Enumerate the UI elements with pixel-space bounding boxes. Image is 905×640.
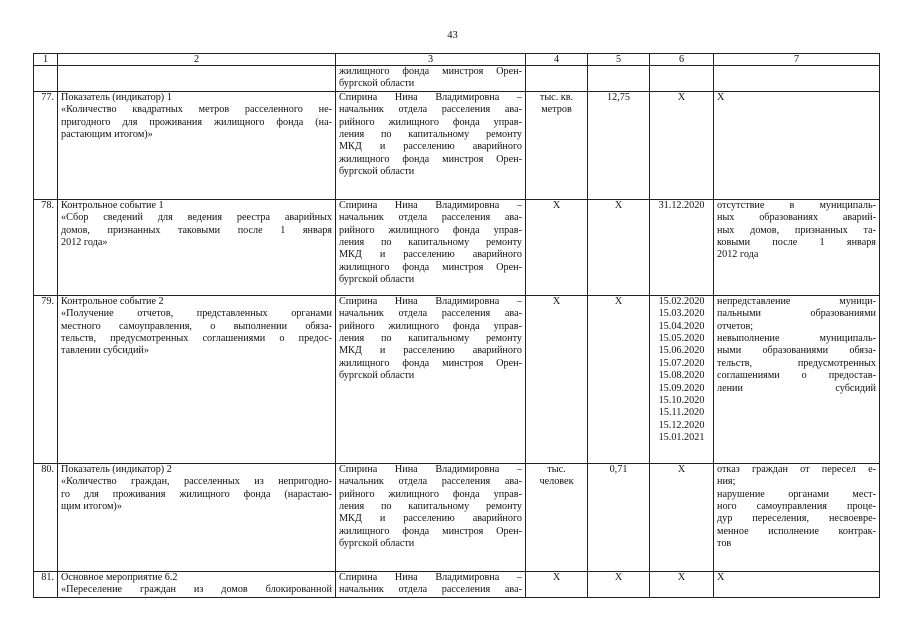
responsible-cell [336,463,526,571]
text-line: нарушение органами мест- [717,488,876,500]
row-number-cell: 81. [34,571,58,597]
date-cell [650,571,714,597]
text-line: Спирина Нина Владимировна – [339,463,522,475]
text-line: непредставление муници- [717,295,876,307]
text-line: Спирина Нина Владимировна – [339,199,522,211]
text-line: начальник отдела расселения ава- [339,308,522,320]
text-line: растающим итогом)» [61,129,153,141]
text-line: Спирина Нина Владимировна – [339,295,522,307]
item-title: Показатель (индикатор) 1 [61,91,172,103]
column-number: 2 [58,54,336,66]
text-line: 15.05.2020 [658,333,705,345]
text-line: X [717,571,725,583]
text-line: 15.01.2021 [658,432,705,444]
text-line: жилищного фонда минстроя Орен- [339,153,522,165]
text-line: ния; [717,476,736,488]
text-line: тов [717,538,732,550]
text-line: бургской области [339,274,415,286]
text-line: 15.03.2020 [658,308,705,320]
text-line: бургской области [339,538,415,550]
date-cell [650,295,714,463]
row-number-cell: 79. [34,295,58,463]
text-line: лении субсидий [717,382,876,394]
value-cell: 0,71 [588,463,650,571]
date-cell [650,66,714,92]
text-line: 2012 года [717,249,759,261]
table-row [34,571,880,597]
table-row [34,295,880,463]
text-line: 15.10.2020 [658,395,705,407]
description-cell [58,295,336,463]
unit-cell [526,463,588,571]
text-line: X [677,571,686,583]
text-line: ления по капитальному ремонту [339,501,522,513]
text-line: ковыми после 1 января [717,237,876,249]
text-line: щим итогом)» [61,501,122,513]
text-line: невыполнение муниципаль- [717,333,876,345]
unit-cell [526,571,588,597]
text-line: X [552,295,561,307]
text-line: Спирина Нина Владимировна – [339,571,522,583]
item-title: Контрольное событие 1 [61,199,164,211]
description-cell [58,199,336,295]
text-line: тавлении субсидий» [61,345,149,357]
text-line: «Количество граждан, расселенных из непригодно- [61,476,332,488]
text-line: тельств, предусмотренных соглашениями о предос- [61,333,332,345]
column-number: 1 [34,54,58,66]
text-line: соглашениями о предостав- [717,370,876,382]
text-line: ления по капитальному ремонту [339,333,522,345]
text-line: бургской области [339,78,415,90]
unit-cell [526,91,588,199]
text-line: домов, признанных таковыми после 1 января [61,224,332,236]
column-number: 5 [588,54,650,66]
value-cell: 12,75 [588,91,650,199]
text-line: МКД и расселению аварийного [339,249,522,261]
column-number-row [34,54,880,66]
text-line: начальник отдела расселения ава- [339,104,522,116]
value-cell: X [588,571,650,597]
responsible-cell [336,199,526,295]
date-cell [650,199,714,295]
table-row [34,199,880,295]
text-line: 15.11.2020 [658,407,705,419]
text-line: го для проживания жилищного фонда (нарастаю- [61,488,332,500]
row-number-cell: 78. [34,199,58,295]
text-line: ления по капитальному ремонту [339,129,522,141]
text-line: ных домов, признанных та- [717,224,876,236]
text-line: X [552,199,561,211]
unit-cell [526,66,588,92]
text-line: пальными образованиями [717,308,876,320]
text-line: «Получение отчетов, представленных органами [61,308,332,320]
item-title: Основное мероприятие 6.2 [61,571,178,583]
text-line: «Переселение граждан из домов блокированной [61,584,332,596]
item-title: Контрольное событие 2 [61,295,164,307]
text-line: пригодного для проживания жилищного фонда (на- [61,116,332,128]
text-line: рийного жилищного фонда управ- [339,488,522,500]
text-line: рийного жилищного фонда управ- [339,224,522,236]
date-cell [650,91,714,199]
text-line: МКД и расселению аварийного [339,513,522,525]
text-line: тыс. [547,463,566,475]
responsible-cell [336,571,526,597]
text-line: жилищного фонда минстроя Орен- [339,66,522,77]
text-line: жилищного фонда минстроя Орен- [339,525,522,537]
item-title: Показатель (индикатор) 2 [61,463,172,475]
column-number: 4 [526,54,588,66]
risk-cell [714,91,880,199]
text-line: 2012 года» [61,237,108,249]
text-line: 31.12.2020 [658,199,705,211]
column-number: 3 [336,54,526,66]
text-line: Спирина Нина Владимировна – [339,91,522,103]
text-line: X [677,91,686,103]
text-line: 15.08.2020 [658,370,705,382]
row-number-cell [34,66,58,92]
text-line: X [677,463,686,475]
text-line: метров [541,104,572,116]
value-cell: X [588,199,650,295]
text-line: «Сбор сведений для ведения реестра аварийных [61,212,332,224]
text-line: рийного жилищного фонда управ- [339,116,522,128]
text-line: 15.02.2020 [658,295,705,307]
responsible-cell [336,295,526,463]
text-line: ного самоуправления проце- [717,501,876,513]
text-line: начальник отдела расселения ава- [339,584,522,596]
column-number: 7 [714,54,880,66]
description-cell [58,66,336,92]
text-line: тыс. кв. [539,91,574,103]
text-line: человек [539,476,574,488]
column-number: 6 [650,54,714,66]
text-line: ными образованиями обяза- [717,345,876,357]
text-line: тельств, предусмотренных [717,357,876,369]
date-cell [650,463,714,571]
risk-cell [714,199,880,295]
text-line: отказ граждан от пересел е- [717,463,876,475]
text-line: бургской области [339,370,415,382]
text-line: менное исполнение контрак- [717,525,876,537]
value-cell: X [588,295,650,463]
unit-cell [526,295,588,463]
row-number-cell: 77. [34,91,58,199]
text-line: МКД и расселению аварийного [339,345,522,357]
description-cell [58,91,336,199]
text-line: бургской области [339,166,415,178]
text-line: дур переселения, несвоевре- [717,513,876,525]
text-line: 15.09.2020 [658,382,705,394]
text-line: 15.12.2020 [658,419,705,431]
text-line: местного самоуправления, о выполнении обяза- [61,320,332,332]
text-line: 15.07.2020 [658,357,705,369]
description-cell [58,463,336,571]
responsible-cell [336,91,526,199]
table-row [34,91,880,199]
text-line: ления по капитальному ремонту [339,237,522,249]
text-line: жилищного фонда минстроя Орен- [339,261,522,273]
text-line: начальник отдела расселения ава- [339,476,522,488]
table-row [34,463,880,571]
text-line: отчетов; [717,320,754,332]
text-line: рийного жилищного фонда управ- [339,320,522,332]
value-cell [588,66,650,92]
page-number: 43 [447,30,458,41]
unit-cell [526,199,588,295]
description-cell [58,571,336,597]
risk-cell [714,463,880,571]
risk-cell [714,295,880,463]
text-line: X [717,91,725,103]
text-line: 15.06.2020 [658,345,705,357]
row-number-cell: 80. [34,463,58,571]
text-line: жилищного фонда минстроя Орен- [339,357,522,369]
text-line: ных образованиях аварий- [717,212,876,224]
text-line: начальник отдела расселения ава- [339,212,522,224]
plan-table [33,53,880,598]
text-line: отсутствие в муниципаль- [717,199,876,211]
risk-cell [714,66,880,92]
text-line: X [552,571,561,583]
text-line: «Количество квадратных метров расселенного не- [61,104,332,116]
responsible-cell [336,66,526,92]
text-line: МКД и расселению аварийного [339,141,522,153]
risk-cell [714,571,880,597]
text-line: 15.04.2020 [658,320,705,332]
continuation-row [34,66,880,92]
